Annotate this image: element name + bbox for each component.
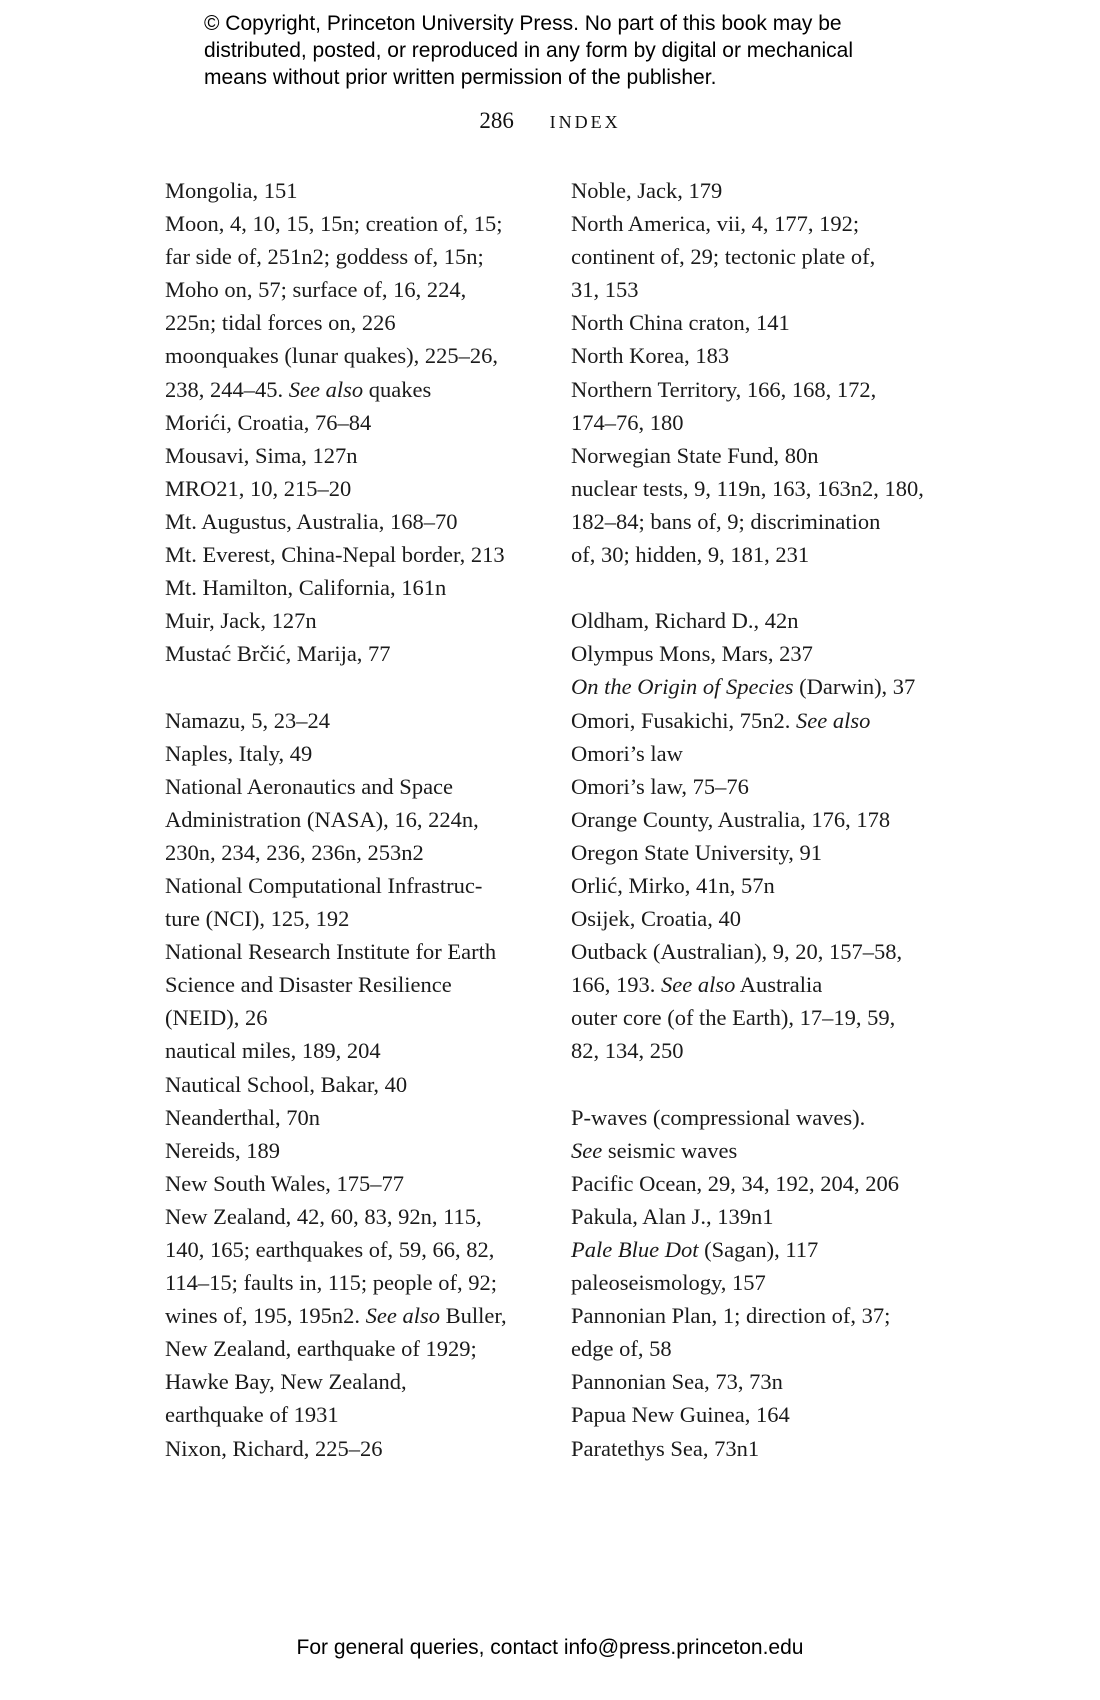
entry-text: ture (NCI), 125, 192 <box>165 906 350 932</box>
index-entry <box>571 935 946 1001</box>
entry-text: Morići, Croatia, 76–84 <box>165 409 372 435</box>
entry-text: Osijek, Croatia, 40 <box>571 906 741 932</box>
index-entry <box>571 902 946 935</box>
entry-text: Mousavi, Sima, 127n <box>165 442 358 468</box>
index-entry-line <box>571 637 946 670</box>
entry-text: 82, 134, 250 <box>571 1038 684 1064</box>
entry-text: Moon, 4, 10, 15, 15n; creation of, 15; <box>165 211 503 237</box>
index-entry-line <box>571 1233 946 1266</box>
index-entry-line <box>571 240 946 273</box>
index-entry-line <box>165 472 540 505</box>
entry-text: Neanderthal, 70n <box>165 1104 320 1130</box>
index-entry-line <box>165 339 540 372</box>
index-entry <box>571 670 946 703</box>
index-entry <box>165 439 540 472</box>
index-entry <box>571 373 946 439</box>
entry-text: Administration (NASA), 16, 224n, <box>165 806 479 832</box>
entry-text: nautical miles, 189, 204 <box>165 1038 381 1064</box>
copyright-line: means without prior written permission of the publisher. <box>204 66 717 89</box>
entry-text: North Korea, 183 <box>571 343 730 369</box>
copyright-line: distributed, posted, or reproduced in any form by digital or mechanical <box>204 39 854 62</box>
entry-text: Buller, <box>439 1303 507 1329</box>
index-entry <box>165 174 540 207</box>
index-entry-line <box>165 1101 540 1134</box>
copyright-line: © Copyright, Princeton University Press. No part of this book may be <box>204 12 842 35</box>
index-entry <box>571 207 946 306</box>
index-entry-line <box>165 1266 540 1299</box>
index-entry <box>165 1134 540 1167</box>
entry-text: North America, vii, 4, 177, 192; <box>571 211 860 237</box>
index-entry-line <box>571 1432 946 1465</box>
index-entry <box>165 1432 540 1465</box>
entry-text: of, 30; hidden, 9, 181, 231 <box>571 542 810 568</box>
index-entry <box>571 1167 946 1200</box>
entry-text: outer core (of the Earth), 17–19, 59, <box>571 1005 896 1031</box>
entry-text: 230n, 234, 236, 236n, 253n2 <box>165 839 424 865</box>
index-entry <box>571 1398 946 1431</box>
entry-text: Oldham, Richard D., 42n <box>571 608 799 634</box>
entry-text: Paratethys Sea, 73n1 <box>571 1435 760 1461</box>
index-entry-line <box>571 406 946 439</box>
entry-text: Oregon State University, 91 <box>571 839 822 865</box>
index-entry-line <box>571 1001 946 1034</box>
entry-text: Mt. Augustus, Australia, 168–70 <box>165 508 458 534</box>
entry-text: Outback (Australian), 9, 20, 157–58, <box>571 939 903 965</box>
index-entry <box>165 1200 540 1432</box>
index-entry-line <box>571 869 946 902</box>
index-column-left <box>165 174 540 1465</box>
index-entry <box>571 1432 946 1465</box>
index-entry-line <box>165 240 540 273</box>
index-entry-line <box>165 174 540 207</box>
entry-text: 31, 153 <box>571 277 639 303</box>
entry-text: (NEID), 26 <box>165 1005 268 1031</box>
entry-text: Nereids, 189 <box>165 1137 280 1163</box>
letter-group-gap <box>571 571 946 604</box>
index-entry <box>571 836 946 869</box>
entry-text: quakes <box>363 376 432 402</box>
index-entry-line <box>165 406 540 439</box>
index-entry-line <box>165 1167 540 1200</box>
index-entry-line <box>571 1398 946 1431</box>
entry-text: National Research Institute for Earth <box>165 939 497 965</box>
entry-text: New South Wales, 175–77 <box>165 1170 405 1196</box>
index-entry-line <box>165 604 540 637</box>
entry-text: wines of, 195, 195n2. <box>165 1303 366 1329</box>
entry-text: 166, 193. <box>571 972 661 998</box>
index-entry-line <box>571 439 946 472</box>
index-entry <box>165 339 540 405</box>
entry-text: Mt. Everest, China-Nepal border, 213 <box>165 542 505 568</box>
index-entry <box>165 571 540 604</box>
entry-text: New Zealand, 42, 60, 83, 92n, 115, <box>165 1203 482 1229</box>
index-entry-line <box>165 505 540 538</box>
index-entry-line <box>165 968 540 1001</box>
index-entry-line <box>165 571 540 604</box>
index-entry-line <box>571 704 946 737</box>
index-entry-line <box>571 373 946 406</box>
index-entry-line <box>165 1068 540 1101</box>
index-entry <box>165 406 540 439</box>
italic-text: See <box>571 1137 603 1163</box>
index-entry-line <box>571 968 946 1001</box>
index-entry <box>571 1001 946 1067</box>
index-entry <box>165 1034 540 1067</box>
entry-text: Moho on, 57; surface of, 16, 224, <box>165 277 467 303</box>
index-entry <box>165 935 540 1034</box>
index-entry-line <box>165 1134 540 1167</box>
index-entry-line <box>571 935 946 968</box>
entry-text: paleoseismology, 157 <box>571 1270 766 1296</box>
index-entry <box>571 803 946 836</box>
entry-text: 114–15; faults in, 115; people of, 92; <box>165 1270 498 1296</box>
italic-text: See also <box>288 376 364 402</box>
index-entry <box>571 869 946 902</box>
index-entry-line <box>571 207 946 240</box>
index-entry-line <box>571 1167 946 1200</box>
index-entry-line <box>165 1233 540 1266</box>
index-entry <box>571 1266 946 1299</box>
index-entry <box>571 472 946 571</box>
index-entry-line <box>571 538 946 571</box>
entry-text: Pannonian Sea, 73, 73n <box>571 1369 783 1395</box>
index-entry <box>165 207 540 339</box>
index-entry <box>571 439 946 472</box>
entry-text: (Sagan), 117 <box>698 1237 819 1262</box>
entry-text: Orlić, Mirko, 41n, 57n <box>571 872 775 898</box>
index-entry <box>165 505 540 538</box>
entry-text: edge of, 58 <box>571 1336 672 1362</box>
entry-text: Nixon, Richard, 225–26 <box>165 1435 383 1461</box>
index-entry <box>165 869 540 935</box>
entry-text: Papua New Guinea, 164 <box>571 1402 790 1428</box>
index-entry-line <box>571 670 946 703</box>
entry-text: (Darwin), 37 <box>793 674 916 700</box>
index-entry <box>165 637 540 670</box>
entry-text: 238, 244–45. <box>165 376 289 402</box>
copyright-notice <box>204 10 964 91</box>
entry-text: Science and Disaster Resilience <box>165 972 452 998</box>
index-entry <box>165 770 540 869</box>
entry-text: Pacific Ocean, 29, 34, 192, 204, 206 <box>571 1170 900 1196</box>
letter-group-gap <box>165 670 540 703</box>
index-entry <box>165 737 540 770</box>
index-entry-line <box>165 704 540 737</box>
index-entry-line <box>571 339 946 372</box>
entry-text: Omori, Fusakichi, 75n2. <box>571 707 796 733</box>
index-entry <box>165 1068 540 1101</box>
entry-text: Nautical School, Bakar, 40 <box>165 1071 408 1097</box>
entry-text: Naples, Italy, 49 <box>165 740 313 766</box>
index-entry-line <box>571 1332 946 1365</box>
index-entry <box>571 1200 946 1233</box>
index-entry-line <box>571 306 946 339</box>
index-entry-line <box>165 306 540 339</box>
entry-text: moonquakes (lunar quakes), 225–26, <box>165 343 499 369</box>
index-entry-line <box>165 637 540 670</box>
entry-text: New Zealand, earthquake of 1929; <box>165 1336 477 1362</box>
index-entry-line <box>165 836 540 869</box>
entry-text: Mongolia, 151 <box>165 178 298 203</box>
entry-text: nuclear tests, 9, 119n, 163, 163n2, 180, <box>571 475 924 501</box>
entry-text: Namazu, 5, 23–24 <box>165 707 330 733</box>
index-entry <box>571 637 946 670</box>
italic-text: Pale Blue Dot <box>571 1237 699 1262</box>
index-entry <box>571 339 946 372</box>
index-entry-line <box>571 1034 946 1067</box>
index-entry-line <box>165 1365 540 1398</box>
entry-text: Olympus Mons, Mars, 237 <box>571 641 813 667</box>
index-entry <box>571 306 946 339</box>
letter-group-gap <box>571 1068 946 1101</box>
index-entry-line <box>165 935 540 968</box>
index-entry-line <box>571 803 946 836</box>
index-entry <box>571 604 946 637</box>
entry-text: continent of, 29; tectonic plate of, <box>571 244 876 270</box>
index-column-right <box>571 174 946 1465</box>
index-entry-line <box>165 902 540 935</box>
index-entry-line <box>571 770 946 803</box>
italic-text: See also <box>796 707 871 733</box>
index-entry-line <box>165 207 540 240</box>
entry-text: seismic waves <box>602 1137 738 1163</box>
index-entry-line <box>165 1200 540 1233</box>
entry-text: 182–84; bans of, 9; discrimination <box>571 508 881 534</box>
entry-text: P-waves (compressional waves). <box>571 1104 866 1130</box>
index-entry-line <box>165 439 540 472</box>
entry-text: National Computational Infrastruc- <box>165 872 483 898</box>
entry-text: MRO21, 10, 215–20 <box>165 475 352 501</box>
index-entry-line <box>165 273 540 306</box>
index-entry-line <box>165 803 540 836</box>
index-entry-line <box>165 1398 540 1431</box>
index-entry-line <box>571 902 946 935</box>
index-entry-line <box>165 1332 540 1365</box>
index-entry-line <box>571 472 946 505</box>
index-entry-line <box>571 836 946 869</box>
entry-text: 174–76, 180 <box>571 409 684 435</box>
index-entry-line <box>571 1200 946 1233</box>
index-entry-line <box>165 1432 540 1465</box>
index-entry-line <box>165 1299 540 1332</box>
italic-text: See also <box>365 1303 440 1329</box>
index-entry <box>165 1101 540 1134</box>
index-entry-line <box>571 1299 946 1332</box>
entry-text: North China craton, 141 <box>571 310 790 336</box>
entry-text: Omori’s law, 75–76 <box>571 773 749 799</box>
index-entry-line <box>571 604 946 637</box>
index-entry-line <box>571 174 946 207</box>
entry-text: Muir, Jack, 127n <box>165 608 317 634</box>
index-entry-line <box>165 737 540 770</box>
entry-text: Mt. Hamilton, California, 161n <box>165 575 447 601</box>
entry-text: Noble, Jack, 179 <box>571 178 723 203</box>
index-entry-line <box>571 1134 946 1167</box>
page-number: 286 <box>479 108 514 133</box>
entry-text: National Aeronautics and Space <box>165 773 454 799</box>
entry-text: 225n; tidal forces on, 226 <box>165 310 396 336</box>
entry-text: Hawke Bay, New Zealand, <box>165 1369 407 1395</box>
italic-text: See also <box>661 972 736 998</box>
entry-text: Australia <box>735 972 823 998</box>
index-entry-line <box>165 373 540 406</box>
index-entry-line <box>571 1101 946 1134</box>
entry-text: Northern Territory, 166, 168, 172, <box>571 376 877 402</box>
index-entry-line <box>165 1034 540 1067</box>
index-entry-line <box>165 1001 540 1034</box>
index-entry <box>165 604 540 637</box>
index-entry-line <box>571 1365 946 1398</box>
index-entry <box>571 1365 946 1398</box>
entry-text: earthquake of 1931 <box>165 1402 339 1428</box>
entry-text: far side of, 251n2; goddess of, 15n; <box>165 244 484 270</box>
index-entry <box>571 704 946 770</box>
index-entry <box>165 1167 540 1200</box>
index-entry-line <box>571 273 946 306</box>
index-entry <box>571 1299 946 1365</box>
footer-contact: For general queries, contact info@press.princeton.edu <box>296 1636 804 1659</box>
index-entry-line <box>165 538 540 571</box>
index-entry <box>571 1101 946 1167</box>
index-entry <box>165 704 540 737</box>
entry-text: Norwegian State Fund, 80n <box>571 442 819 468</box>
index-entry <box>571 174 946 207</box>
entry-text: Pannonian Plan, 1; direction of, 37; <box>571 1303 891 1329</box>
index-entry <box>165 472 540 505</box>
index-entry <box>571 770 946 803</box>
index-entry-line <box>571 505 946 538</box>
entry-text: Orange County, Australia, 176, 178 <box>571 806 891 832</box>
italic-text: On the Origin of Species <box>571 674 794 700</box>
section-title: INDEX <box>549 112 621 132</box>
index-entry-line <box>165 770 540 803</box>
index-entry <box>165 538 540 571</box>
index-entry-line <box>571 737 946 770</box>
index-entry-line <box>165 869 540 902</box>
index-entry <box>571 1233 946 1266</box>
entry-text: Omori’s law <box>571 740 683 766</box>
entry-text: 140, 165; earthquakes of, 59, 66, 82, <box>165 1237 495 1262</box>
entry-text: Mustać Brčić, Marija, 77 <box>165 641 391 667</box>
index-entry-line <box>571 1266 946 1299</box>
entry-text: Pakula, Alan J., 139n1 <box>571 1203 774 1229</box>
running-head <box>0 108 1100 134</box>
